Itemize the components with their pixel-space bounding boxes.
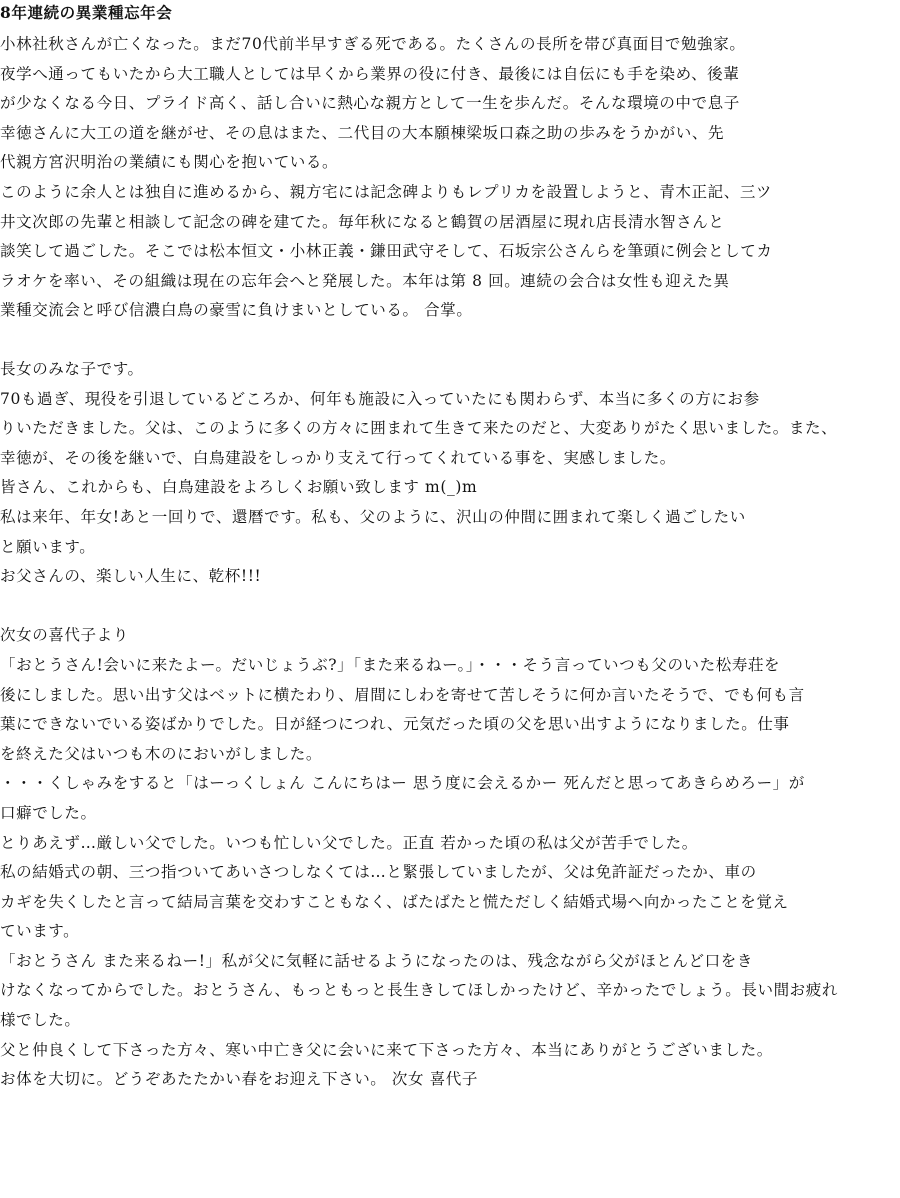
body-line: 後にしました。思い出す父はベットに横たわり、眉間にしわを寄せて苦しそうに何か言いたそうで、でも何も言	[0, 686, 805, 704]
body-line: お父さんの、楽しい人生に、乾杯!!!	[0, 567, 262, 585]
body-line: りいただきました。父は、このように多くの方々に囲まれて生きて来たのだと、大変ありがたく思いました。また、	[0, 419, 838, 437]
body-line: 次女の喜代子より	[0, 626, 129, 644]
body-line: 代親方宮沢明治の業績にも関心を抱いている。	[0, 153, 339, 171]
body-line: ています。	[0, 922, 80, 940]
body-line: カギを失くしたと言って結局言葉を交わすこともなく、ばたばたと慌ただしく結婚式場へ向かったことを覚え	[0, 893, 789, 911]
body-line: 様でした。	[0, 1011, 81, 1029]
body-line: 父と仲良くして下さった方々、寒い中亡き父に会いに来て下さった方々、本当にありがとうございました。	[0, 1041, 773, 1059]
body-line: 幸徳さんに大工の道を継がせ、その息はまた、二代目の大本願棟梁坂口森之助の歩みをうかがい、先	[0, 124, 725, 142]
body-line: このように余人とは独自に進めるから、親方宅には記念碑よりもレプリカを設置しようと、青木正記、三ツ	[0, 183, 773, 201]
body-line: けなくなってからでした。おとうさん、もっともっと長生きしてほしかったけど、辛かったでしょう。長い間お疲れ	[0, 981, 838, 999]
body-line: ラオケを率い、その組織は現在の忘年会へと発展した。本年は第 8 回。連続の会合は女性も迎えた異	[0, 272, 730, 290]
body-line: 幸徳が、その後を継いで、白鳥建設をしっかり支えて行ってくれている事を、実感しました。	[0, 449, 676, 467]
body-line: 私は来年、年女!あと一回りで、還暦です。私も、父のように、沢山の仲間に囲まれて楽しく過ごしたい	[0, 508, 746, 526]
body-line: 口癖でした。	[0, 804, 97, 822]
body-line: とりあえず…厳しい父でした。いつも忙しい父でした。正直 若かった頃の私は父が苦手でした。	[0, 834, 698, 852]
document-title: 8年連続の異業種忘年会	[0, 4, 173, 22]
body-line: 小林社秋さんが亡くなった。まだ70代前半早すぎる死である。たくさんの長所を帯び真面目で勉強家。	[0, 35, 746, 53]
body-line: 業種交流会と呼び信濃白鳥の豪雪に負けまいとしている。 合掌。	[0, 301, 473, 319]
body-line: と願います。	[0, 538, 96, 556]
body-line: 私の結婚式の朝、三つ指ついてあいさつしなくては…と緊張していましたが、父は免許証だったか、車の	[0, 863, 757, 881]
body-line: お体を大切に。どうぞあたたかい春をお迎え下さい。 次女 喜代子	[0, 1070, 478, 1088]
body-line: 夜学へ通ってもいたから大工職人としては早くから業界の役に付き、最後には自伝にも手を染め、後輩	[0, 65, 740, 83]
body-line: 「おとうさん また来るねー!」私が父に気軽に話せるようになったのは、残念ながら父がほとんど口をき	[0, 952, 753, 970]
body-line: を終えた父はいつも木のにおいがしました。	[0, 745, 323, 763]
body-line: 皆さん、これからも、白鳥建設をよろしくお願い致します m(_)m	[0, 478, 478, 496]
body-line: 「おとうさん!会いに来たよー。だいじょうぶ?」「また来るねー。」・・・そう言っていつも父のいた松寿荘を	[0, 656, 781, 674]
body-line: 井文次郎の先輩と相談して記念の碑を建てた。毎年秋になると鶴賀の居酒屋に現れ店長清水智さんと	[0, 213, 725, 231]
body-line: 談笑して過ごした。そこでは松本恒文・小林正義・鎌田武守そして、石坂宗公さんらを筆頭に例会としてカ	[0, 242, 773, 260]
body-line: が少なくなる今日、プライド高く、話し合いに熱心な親方として一生を歩んだ。そんな環境の中で息子	[0, 94, 740, 112]
body-line: 長女のみな子です。	[0, 360, 144, 378]
body-line: ・・・くしゃみをすると「はーっくしょん こんにちはー 思う度に会えるかー 死んだと思ってあきらめろー」が	[0, 774, 805, 792]
body-line: 70も過ぎ、現役を引退しているどころか、何年も施設に入っていたにも関わらず、本当に多くの方にお参	[0, 390, 760, 408]
body-line: 葉にできないでいる姿ばかりでした。日が経つにつれ、元気だった頃の父を思い出すようになりました。仕事	[0, 715, 790, 733]
